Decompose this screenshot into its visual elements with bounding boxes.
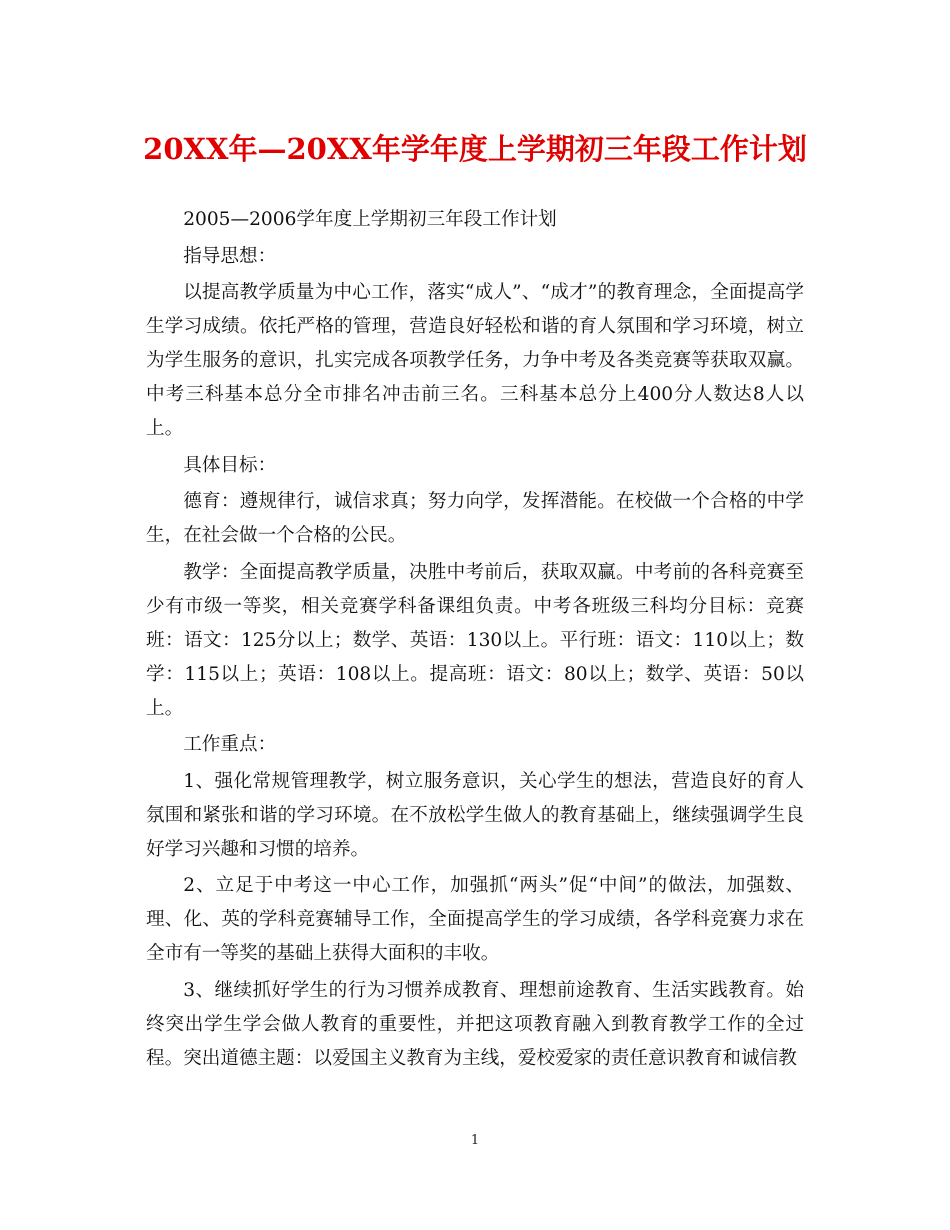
paragraph-subtitle: 2005—2006学年度上学期初三年段工作计划 xyxy=(183,209,557,230)
paragraph-heading-guiding-thought: 指导思想： xyxy=(183,245,277,267)
paragraph-focus-3: 3、继续抓好学生的行为习惯养成教育、理想前途教育、生活实践教育。始终突出学生学会做人教育的重要性，并把这项教育融入到教育教学工作的全过程。突出道德主题：以爱国主义教育为主线，爱校爱家的责任意识教育和诚信教 xyxy=(146,979,804,1069)
paragraph-focus-2: 2、立足于中考这一中心工作，加强抓“两头”促“中间”的做法，加强数、理、化、英的学科竞赛辅导工作，全面提高学生的学习成绩，各学科竞赛力求在全市有一等奖的基础上获得大面积的丰收。 xyxy=(146,875,804,964)
paragraph-teaching: 教学：全面提高教学质量，决胜中考前后，获取双赢。中考前的各科竞赛至少有市级一等奖，相关竞赛学科备课组负责。中考各班级三科均分目标：竞赛班：语文：125分以上；数学、英语：130以上。平行班：语文：110以上；数学：115以上；英语：108以上。提高班：语文：80以上；数学、英语：50以上。 xyxy=(146,561,804,719)
paragraph-guiding-thought: 以提高教学质量为中心工作，落实“成人”、“成才”的教育理念，全面提高学生学习成绩。依托严格的管理，营造良好轻松和谐的育人氛围和学习环境，树立为学生服务的意识，扎实完成各项教学任务，力争中考及各类竞赛等获取双赢。中考三科基本总分全市排名冲击前三名。三科基本总分上400分人数达8人以上。 xyxy=(146,282,804,439)
paragraph-focus-1: 1、强化常规管理教学，树立服务意识，关心学生的想法，营造良好的育人氛围和紧张和谐的学习环境。在不放松学生做人的教育基础上，继续强调学生良好学习兴趣和习惯的培养。 xyxy=(146,770,804,860)
document-body xyxy=(146,203,804,1078)
document-title: 20XX年—20XX年学年度上学期初三年段工作计划 xyxy=(143,132,807,166)
paragraph-heading-focus: 工作重点： xyxy=(183,734,277,755)
paragraph-heading-goals: 具体目标： xyxy=(183,454,277,476)
page-number: 1 xyxy=(470,1133,480,1148)
paragraph-moral-education: 德育：遵规律行，诚信求真；努力向学，发挥潜能。在校做一个合格的中学生，在社会做一个合格的公民。 xyxy=(146,491,804,546)
